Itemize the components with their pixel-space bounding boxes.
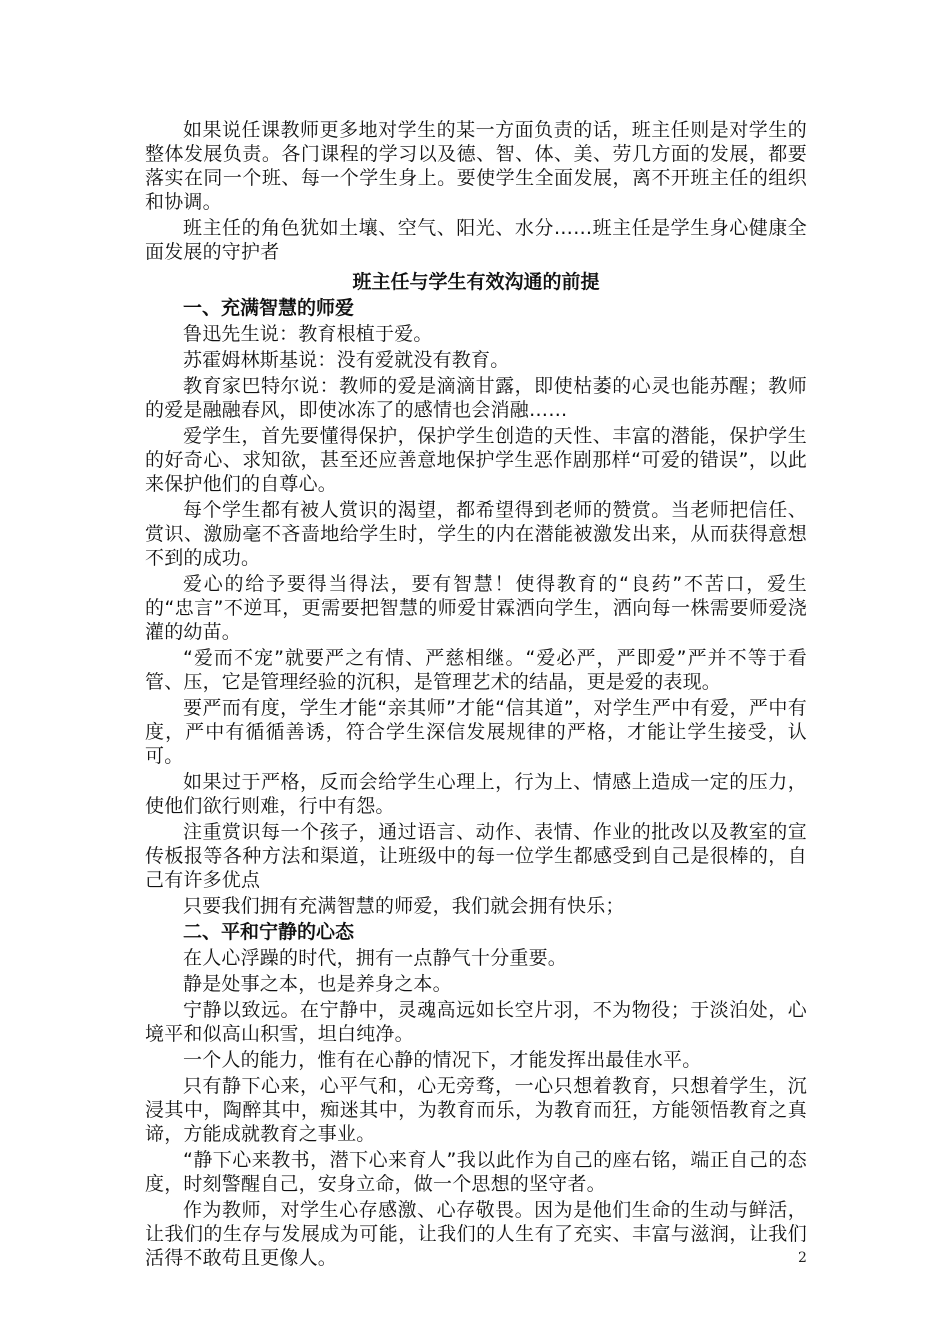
paragraph: 作为教师，对学生心存感激、心存敬畏。因为是他们生命的生动与鲜活，让我们的生存与发展成为可能，让我们的人生有了充实、丰富与滋润，让我们活得不敢苟且更像人。: [145, 1199, 807, 1269]
paragraph: 宁静以致远。在宁静中，灵魂高远如长空片羽，不为物役；于淡泊处，心境平和似高山积雪，坦白纯净。: [145, 999, 807, 1045]
section-heading-2: 二、平和宁静的心态: [183, 921, 355, 943]
paragraph: 如果说任课教师更多地对学生的某一方面负责的话，班主任则是对学生的整体发展负责。各门课程的学习以及德、智、体、美、劳几方面的发展，都要落实在同一个班、每一个学生身上。要使学生全面发展，离不开班主任的组织和协调。: [145, 119, 807, 213]
section-heading-1: 一、充满智慧的师爱: [183, 297, 355, 319]
paragraph: 注重赏识每一个孩子，通过语言、动作、表情、作业的批改以及教室的宣传板报等各种方法和渠道，让班级中的每一位学生都感受到自己是很棒的，自己有许多优点: [145, 821, 807, 891]
paragraph: 一个人的能力，惟有在心静的情况下，才能发挥出最佳水平。: [183, 1049, 702, 1071]
paragraph: “静下心来教书，潜下心来育人”我以此作为自己的座右铭，端正自己的态度，时刻警醒自己，安身立命，做一个思想的坚守者。: [145, 1149, 807, 1195]
document-body: [145, 118, 807, 1272]
paragraph: 每个学生都有被人赏识的渴望，都希望得到老师的赞赏。当老师把信任、赏识、激励毫不吝啬地给学生时，学生的内在潜能被激发出来，从而获得意想不到的成功。: [145, 499, 807, 569]
paragraph: 苏霍姆林斯基说：没有爱就没有教育。: [183, 349, 510, 371]
paragraph: 如果过于严格，反而会给学生心理上，行为上、情感上造成一定的压力，使他们欲行则难，行中有怨。: [145, 771, 807, 817]
paragraph: “爱而不宠”就要严之有情、严慈相继。“爱必严，严即爱”严并不等于看管、压，它是管理经验的沉积，是管理艺术的结晶，更是爱的表现。: [145, 647, 807, 693]
paragraph: 爱心的给予要得当得法，要有智慧！使得教育的“良药”不苦口，爱生的“忠言”不逆耳，更需要把智慧的师爱甘霖洒向学生，洒向每一株需要师爱浇灌的幼苗。: [145, 573, 807, 643]
paragraph: 教育家巴特尔说：教师的爱是滴滴甘露，即使枯萎的心灵也能苏醒；教师的爱是融融春风，即使冰冻了的感情也会消融……: [145, 375, 807, 421]
paragraph: 静是处事之本，也是养身之本。: [183, 973, 452, 995]
paragraph: 要严而有度，学生才能“亲其师”才能“信其道”，对学生严中有爱，严中有度，严中有循循善诱，符合学生深信发展规律的严格，才能让学生接受，认可。: [145, 697, 807, 767]
paragraph: 爱学生，首先要懂得保护，保护学生创造的天性、丰富的潜能，保护学生的好奇心、求知欲，甚至还应善意地保护学生恶作剧那样“可爱的错误”，以此来保护他们的自尊心。: [145, 425, 807, 495]
paragraph: 只要我们拥有充满智慧的师爱，我们就会拥有快乐；: [183, 895, 625, 917]
paragraph: 班主任的角色犹如土壤、空气、阳光、水分……班主任是学生身心健康全面发展的守护者: [145, 217, 807, 263]
paragraph: 只有静下心来，心平气和，心无旁骛，一心只想着教育，只想着学生，沉浸其中，陶醉其中，痴迷其中，为教育而乐，为教育而狂，方能领悟教育之真谛，方能成就教育之事业。: [145, 1075, 807, 1145]
paragraph: 鲁迅先生说：教育根植于爱。: [183, 323, 433, 345]
paragraph: 在人心浮躁的时代，拥有一点静气十分重要。: [183, 947, 568, 969]
page-number: 2: [798, 1250, 807, 1266]
section-title: 班主任与学生有效沟通的前提: [352, 271, 600, 293]
